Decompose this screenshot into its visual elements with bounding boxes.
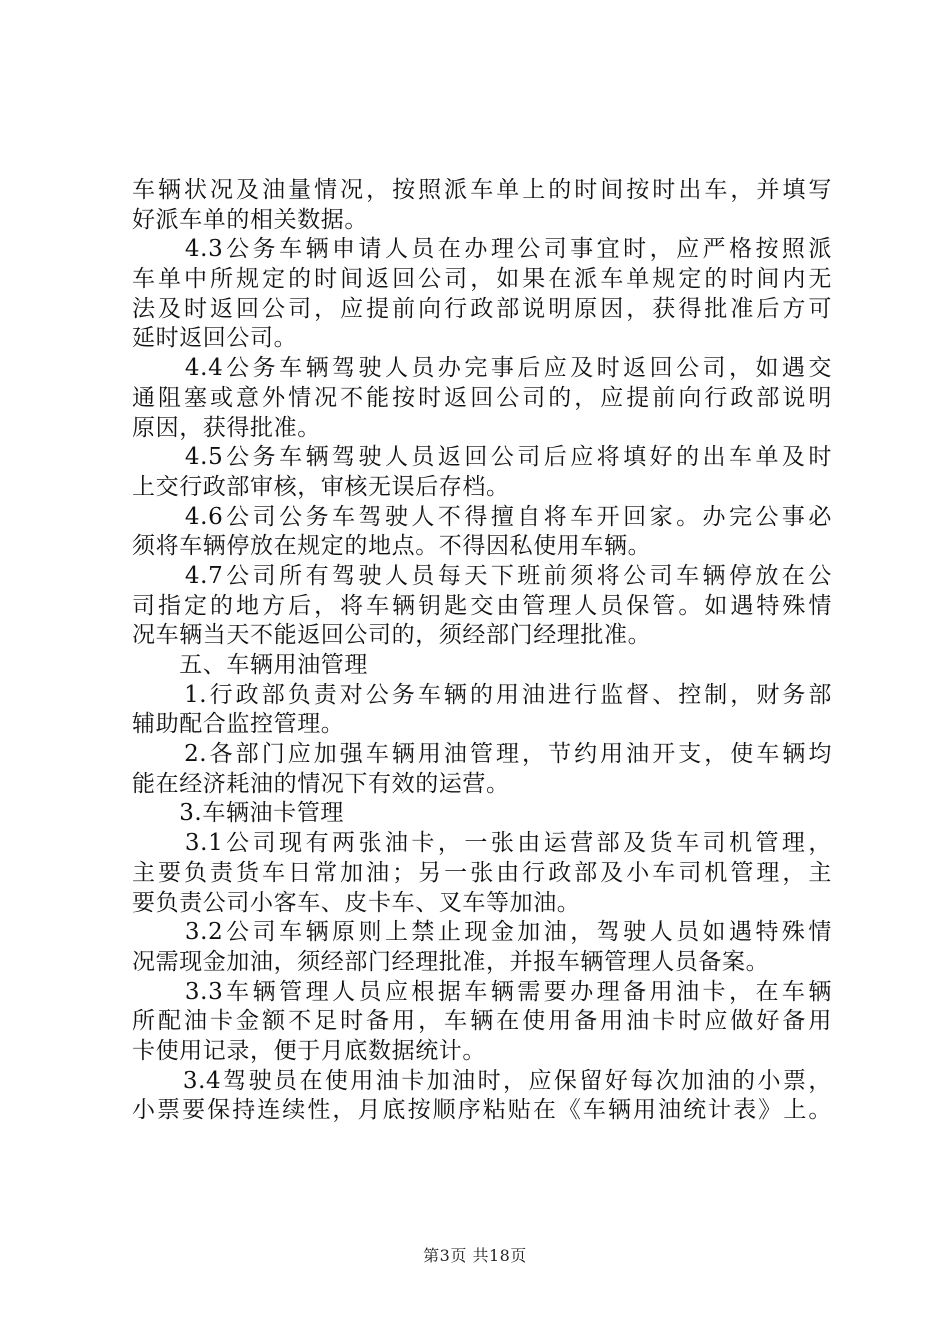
subheading-5-3 <box>132 799 832 829</box>
text-line: 主要负责货车日常加油；另一张由行政部及小车司机管理，主 <box>132 859 832 886</box>
text-line: 2.各部门应加强车辆用油管理，节约用油开支，使车辆均 <box>132 741 832 768</box>
paragraph-3-3 <box>132 978 832 1067</box>
section-heading-5 <box>132 651 832 681</box>
text-line: 1.行政部负责对公务车辆的用油进行监督、控制，财务部 <box>132 681 832 708</box>
document-body <box>132 176 832 1126</box>
text-line: 小票要保持连续性，月底按顺序粘贴在《车辆用油统计表》上。 <box>132 1097 832 1124</box>
text-line: 通阻塞或意外情况不能按时返回公司的，应提前向行政部说明 <box>132 384 832 411</box>
text-line: 要负责公司小客车、皮卡车、叉车等加油。 <box>132 889 581 916</box>
text-line: 车单中所规定的时间返回公司，如果在派车单规定的时间内无 <box>132 266 832 293</box>
text-line: 3.3车辆管理人员应根据车辆需要办理备用油卡，在车辆 <box>132 978 832 1005</box>
text-line: 法及时返回公司，应提前向行政部说明原因，获得批准后方可 <box>132 295 832 322</box>
paragraph-4-3 <box>132 235 832 354</box>
text-line: 3.4驾驶员在使用油卡加油时，应保留好每次加油的小票， <box>132 1067 832 1094</box>
paragraph-4-5 <box>132 443 832 502</box>
text-line: 辅助配合监控管理。 <box>132 711 345 738</box>
heading-line: 3.车辆油卡管理 <box>132 800 344 827</box>
text-line: 延时返回公司。 <box>132 325 298 352</box>
text-line: 3.1公司现有两张油卡，一张由运营部及货车司机管理， <box>132 830 832 857</box>
text-line: 4.7公司所有驾驶人员每天下班前须将公司车辆停放在公 <box>132 562 832 589</box>
paragraph-3-2 <box>132 918 832 977</box>
text-line: 原因，获得批准。 <box>132 414 321 441</box>
paragraph-4-6 <box>132 503 832 562</box>
text-line: 司指定的地方后，将车辆钥匙交由管理人员保管。如遇特殊情 <box>132 592 832 619</box>
text-line: 须将车辆停放在规定的地点。不得因私使用车辆。 <box>132 533 652 560</box>
paragraph-4-4 <box>132 354 832 443</box>
text-line: 4.3公务车辆申请人员在办理公司事宜时，应严格按照派 <box>132 236 832 263</box>
paragraph-4-7 <box>132 562 832 651</box>
text-line: 车辆状况及油量情况，按照派车单上的时间按时出车，并填写 <box>132 177 832 203</box>
text-line: 卡使用记录，便于月底数据统计。 <box>132 1037 486 1064</box>
text-line: 况需现金加油，须经部门经理批准，并报车辆管理人员备案。 <box>132 948 770 975</box>
text-line: 能在经济耗油的情况下有效的运营。 <box>132 770 510 797</box>
page-number-footer: 第3页 共18页 <box>423 1246 527 1265</box>
paragraph-5-2 <box>132 740 832 799</box>
text-line: 4.6公司公务车驾驶人不得擅自将车开回家。办完公事必 <box>132 503 832 530</box>
text-line: 4.4公务车辆驾驶人员办完事后应及时返回公司，如遇交 <box>132 355 832 382</box>
text-line: 所配油卡金额不足时备用，车辆在使用备用油卡时应做好备用 <box>132 1008 832 1035</box>
text-line: 况车辆当天不能返回公司的，须经部门经理批准。 <box>132 622 652 649</box>
paragraph <box>132 176 832 235</box>
text-line: 3.2公司车辆原则上禁止现金加油，驾驶人员如遇特殊情 <box>132 919 832 946</box>
paragraph-3-4 <box>132 1067 832 1126</box>
text-line: 4.5公务车辆驾驶人员返回公司后应将填好的出车单及时 <box>132 444 832 471</box>
text-line: 上交行政部审核，审核无误后存档。 <box>132 473 510 500</box>
heading-line: 五、车辆用油管理 <box>132 652 368 678</box>
paragraph-3-1 <box>132 829 832 918</box>
paragraph-5-1 <box>132 681 832 740</box>
text-line: 好派车单的相关数据。 <box>132 206 368 233</box>
